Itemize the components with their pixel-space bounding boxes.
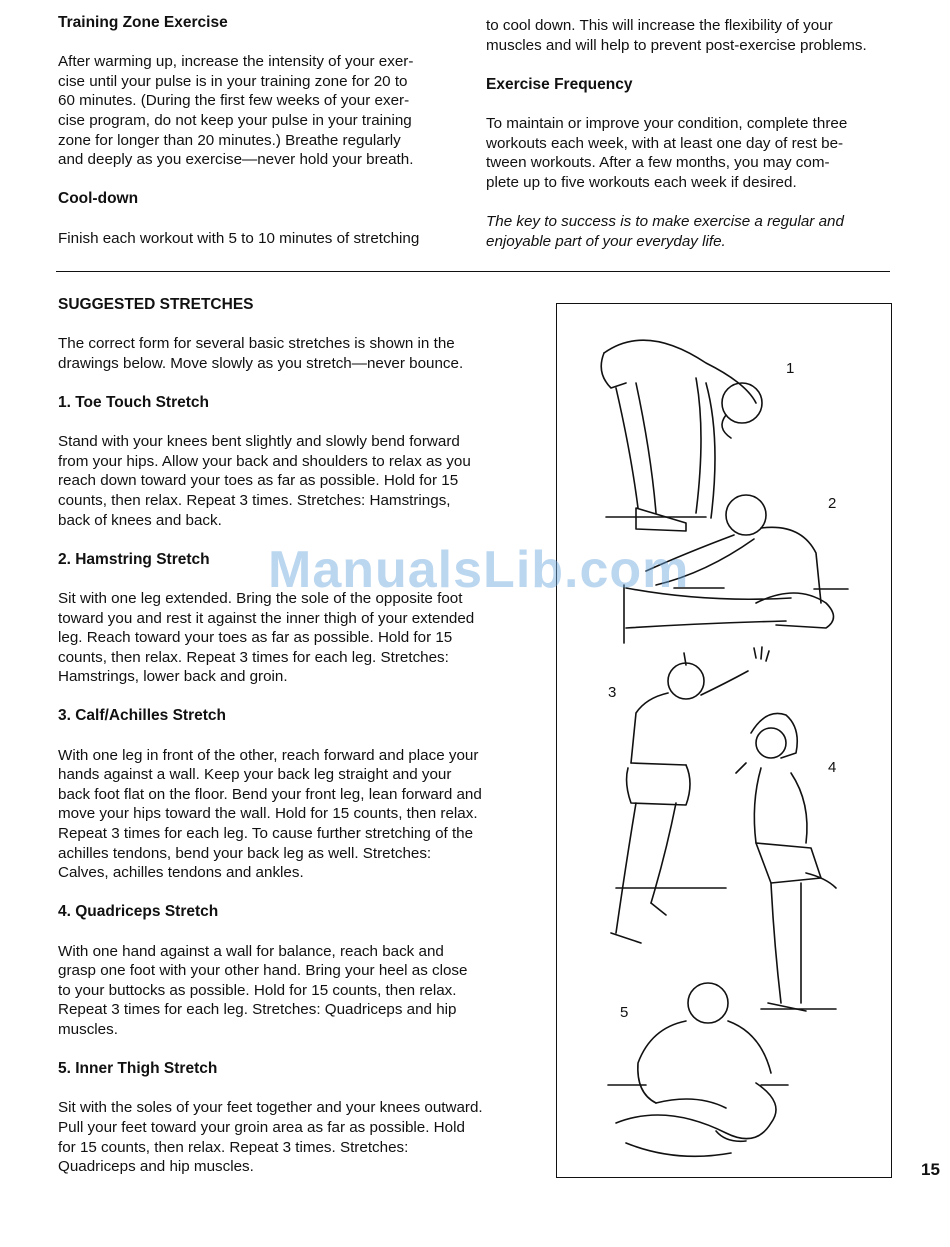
- stretch-line: Quadriceps and hip muscles.: [58, 1158, 254, 1176]
- figure-number-5: 5: [620, 1004, 629, 1021]
- stretch-line: achilles tendons, bend your back leg as well. Stretches:: [58, 844, 432, 862]
- stretch-line: muscles.: [58, 1020, 118, 1038]
- stretch-line: With one leg in front of the other, reach forward and place your: [58, 746, 479, 764]
- figure-number-2: 2: [828, 495, 837, 512]
- training-line: and deeply as you exercise—never hold your breath.: [58, 151, 414, 169]
- watermark: ManualsLib.com: [268, 541, 690, 599]
- stretch-line: from your hips. Allow your back and shoulders to relax as you: [58, 452, 471, 470]
- training-line: 60 minutes. (During the first few weeks of your exer-: [58, 92, 410, 110]
- stretch-line: Repeat 3 times for each leg. To cause further stretching of the: [58, 825, 474, 843]
- stretch-title-toe-touch: 1. Toe Touch Stretch: [58, 393, 209, 411]
- cooldown-cont-line: to cool down. This will increase the flexibility of your: [486, 17, 833, 34]
- stretch-line: to your buttocks as possible. Hold for 15 counts, then relax.: [58, 981, 457, 999]
- stretch-line: Calves, achilles tendons and ankles.: [58, 864, 304, 882]
- stretch-title-hamstring: 2. Hamstring Stretch: [58, 550, 210, 568]
- cooldown-line: Finish each workout with 5 to 10 minutes of stretching: [58, 229, 420, 247]
- stretch-line: Sit with one leg extended. Bring the sole of the opposite foot: [58, 589, 463, 607]
- stretch-line: back of knees and back.: [58, 511, 222, 529]
- intro-line: drawings below. Move slowly as you stretch—never bounce.: [58, 354, 464, 372]
- stretches-heading: SUGGESTED STRETCHES: [58, 296, 254, 313]
- training-line: zone for longer than 20 minutes.) Breathe regularly: [58, 131, 401, 149]
- frequency-line: plete up to five workouts each week if desired.: [486, 173, 797, 191]
- stretch-line: back foot flat on the floor. Bend your front leg, lean forward and: [58, 785, 482, 803]
- training-line: After warming up, increase the intensity of your exer-: [58, 53, 414, 71]
- frequency-line: tween workouts. After a few months, you may com-: [486, 154, 830, 172]
- stretch-line: grasp one foot with your other hand. Bring your heel as close: [58, 962, 468, 980]
- stretch-title-inner-thigh: 5. Inner Thigh Stretch: [58, 1060, 218, 1078]
- stretch-line: counts, then relax. Repeat 3 times. Stretches: Hamstrings,: [58, 491, 451, 509]
- top-right-column: [486, 16, 906, 251]
- stretch-line: hands against a wall. Keep your back leg straight and your: [58, 766, 452, 784]
- figure-number-1: 1: [786, 360, 795, 377]
- frequency-line: workouts each week, with at least one day of rest be-: [486, 134, 844, 152]
- stretch-line: for 15 counts, then relax. Repeat 3 times. Stretches:: [58, 1138, 409, 1156]
- stretch-line: reach down toward your toes as far as possible. Hold for 15: [58, 472, 459, 490]
- training-line: cise program, do not keep your pulse in your training: [58, 111, 412, 129]
- frequency-line: To maintain or improve your condition, complete three: [486, 114, 848, 132]
- top-left-column: [58, 13, 458, 248]
- calf-achilles-figure: [611, 647, 769, 943]
- stretch-line: leg. Reach toward your toes as far as possible. Hold for 15: [58, 629, 453, 647]
- figure-number-4: 4: [828, 759, 837, 776]
- stretch-line: With one hand against a wall for balance, reach back and: [58, 942, 444, 960]
- stretch-line: move your hips toward the wall. Hold for 15 counts, then relax.: [58, 805, 478, 823]
- key-line: enjoyable part of your everyday life.: [486, 232, 726, 250]
- quadriceps-figure: [736, 713, 836, 1011]
- stretch-line: Pull your feet toward your groin area as far as possible. Hold: [58, 1118, 465, 1136]
- stretch-line: counts, then relax. Repeat 3 times for each leg. Stretches:: [58, 648, 449, 666]
- stretch-title-calf-achilles: 3. Calf/Achilles Stretch: [58, 707, 226, 725]
- key-line: The key to success is to make exercise a regular and: [486, 212, 844, 230]
- figure-number-3: 3: [608, 684, 617, 701]
- training-line: cise until your pulse is in your training zone for 20 to: [58, 72, 408, 90]
- cooldown-cont-line: muscles and will help to prevent post-exercise problems.: [486, 36, 867, 54]
- stretch-title-quadriceps: 4. Quadriceps Stretch: [58, 903, 219, 921]
- stretch-line: Sit with the soles of your feet together and your knees outward.: [58, 1099, 483, 1117]
- toe-touch-figure: [601, 340, 762, 531]
- stretch-line: Stand with your knees bent slightly and slowly bend forward: [58, 433, 460, 451]
- page-number: 15: [921, 1160, 940, 1179]
- intro-line: The correct form for several basic stretches is shown in the: [58, 335, 455, 353]
- cooldown-heading: Cool-down: [58, 190, 139, 208]
- exercise-frequency-heading: Exercise Frequency: [486, 75, 633, 93]
- stretch-line: Repeat 3 times for each leg. Stretches: Quadriceps and hip: [58, 1001, 457, 1019]
- stretch-line: Hamstrings, lower back and groin.: [58, 668, 288, 686]
- stretch-line: toward you and rest it against the inner thigh of your extended: [58, 609, 475, 627]
- stretch-illustrations: [556, 303, 892, 1179]
- stretches-column: [58, 295, 538, 1177]
- training-zone-heading: Training Zone Exercise: [58, 14, 228, 31]
- section-divider: [56, 271, 890, 272]
